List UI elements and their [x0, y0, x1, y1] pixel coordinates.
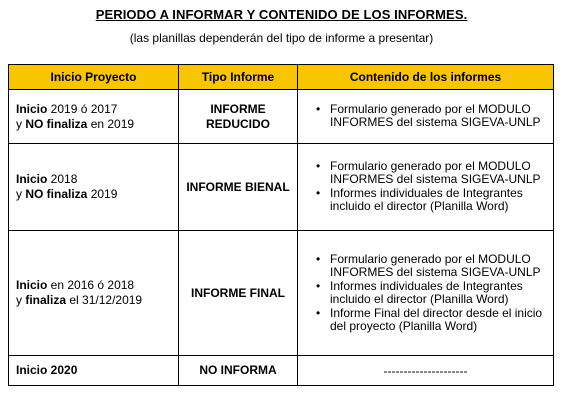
start-cell — [9, 231, 179, 356]
contents-list — [305, 103, 546, 129]
report-type-cell — [179, 90, 298, 144]
end-label: NO finaliza — [25, 116, 88, 131]
start-label: Inicio 2020 — [16, 363, 78, 377]
list-item: • Informe Final del director desde el inicio del proyecto (Planilla Word) — [330, 307, 546, 333]
list-item: • Informes individuales de Integrantes incluido el director (Planilla Word) — [330, 187, 546, 213]
start-cell — [9, 90, 179, 144]
start-label: Inicio — [16, 278, 48, 292]
document-subtitle: (las planillas dependerán del tipo de informe a presentar) — [129, 31, 434, 45]
table-row — [9, 231, 554, 356]
table-row — [9, 356, 554, 386]
report-type-cell — [179, 231, 298, 356]
report-type-line1: INFORME — [210, 101, 266, 116]
document-title: PERIODO A INFORMAR Y CONTENIDO DE LOS INFORMES. — [95, 7, 468, 22]
report-type-line1: NO INFORMA — [199, 363, 277, 377]
list-item: • Formulario generado por el MODULO INFORMES del sistema SIGEVA-UNLP — [330, 160, 546, 186]
start-years: en 2016 ó 2018 — [47, 278, 135, 292]
contents-cell — [298, 231, 554, 356]
header-inicio-proyecto: Inicio Proyecto — [9, 65, 179, 90]
contents-list — [305, 160, 546, 213]
end-prefix: y — [16, 116, 26, 131]
start-cell — [9, 144, 179, 231]
start-label: Inicio — [16, 172, 48, 186]
end-label: NO finaliza — [25, 187, 88, 201]
list-item: • Formulario generado por el MODULO INFORMES del sistema SIGEVA-UNLP — [330, 103, 546, 129]
table-row — [9, 90, 554, 144]
contents-cell — [298, 90, 554, 144]
end-years: el 31/12/2019 — [66, 293, 143, 307]
end-prefix: y — [16, 187, 26, 201]
start-years: 2019 ó 2017 — [47, 101, 118, 116]
end-prefix: y — [16, 293, 26, 307]
start-label: Inicio — [16, 101, 48, 116]
start-cell — [9, 356, 179, 386]
start-years: 2018 — [47, 172, 78, 186]
list-item: • Formulario generado por el MODULO INFORMES del sistema SIGEVA-UNLP — [330, 253, 546, 279]
report-periods-table — [8, 64, 554, 386]
contents-cell — [298, 144, 554, 231]
report-type-line1: INFORME BIENAL — [186, 179, 290, 194]
report-type-cell — [179, 144, 298, 231]
report-type-line2: REDUCIDO — [205, 116, 270, 131]
end-years: 2019 — [87, 187, 118, 201]
table-row — [9, 144, 554, 231]
contents-cell — [298, 356, 554, 386]
header-contenido: Contenido de los informes — [298, 65, 554, 90]
report-type-line1: INFORME FINAL — [191, 285, 285, 300]
table-header-row — [9, 65, 554, 90]
end-years: en 2019 — [87, 116, 135, 131]
no-content-dashes: --------------------- — [383, 363, 468, 378]
contents-list — [305, 253, 546, 333]
list-item: • Informes individuales de Integrantes incluido el director (Planilla Word) — [330, 280, 546, 306]
end-label: finaliza — [25, 293, 67, 307]
header-tipo-informe: Tipo Informe — [179, 65, 298, 90]
report-type-cell — [179, 356, 298, 386]
